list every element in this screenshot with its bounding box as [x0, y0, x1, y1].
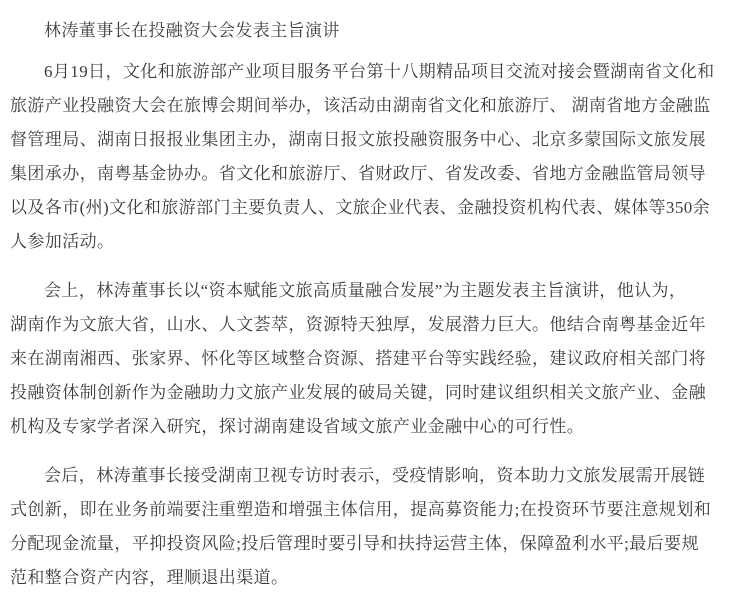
paragraph-line: 来在湖南湘西、张家界、怀化等区域整合资源、搭建平台等实践经验，建议政府相关部门将 — [10, 349, 706, 368]
paragraph-line: 投融资体制创新作为金融助力文旅产业发展的破局关键，同时建议组织相关文旅产业、金融 — [10, 383, 706, 402]
paragraph-line: 机构及专家学者深入研究，探讨湖南建设省域文旅产业金融中心的可行性。 — [10, 417, 585, 436]
paragraph-line: 分配现金流量，平抑投资风险;投后管理时要引导和扶持运营主体，保障盈利水平;最后要规 — [10, 534, 699, 553]
paragraph-line: 式创新，即在业务前端要注重塑造和增强主体信用，提高募资能力;在投资环节要注意规划和 — [10, 500, 712, 519]
paragraph-line: 6月19日，文化和旅游部产业项目服务平台第十八期精品项目交流对接会暨湖南省文化和 — [44, 62, 715, 81]
paragraph-line: 人参加活动。 — [10, 232, 115, 251]
paragraph — [10, 274, 737, 444]
paragraph — [10, 459, 737, 595]
paragraph-line: 集团承办，南粤基金协办。省文化和旅游厅、省财政厅、省发改委、省地方金融监管局领导 — [10, 164, 706, 183]
paragraph-line: 湖南作为文旅大省，山水、人文荟萃，资源特天独厚，发展潜力巨大。他结合南粤基金近年 — [10, 315, 706, 334]
article-title: 林涛董事长在投融资大会发表主旨演讲 — [44, 21, 340, 40]
paragraph — [10, 55, 737, 259]
paragraph-line: 范和整合资产内容，理顺退出渠道。 — [10, 568, 289, 587]
paragraph-line: 督管理局、湖南日报报业集团主办，湖南日报文旅投融资服务中心、北京多蒙国际文旅发展 — [10, 130, 706, 149]
paragraph-line: 以及各市(州)文化和旅游部门主要负责人、文旅企业代表、金融投资机构代表、媒体等350余 — [10, 198, 711, 217]
paragraph-line: 旅游产业投融资大会在旅博会期间举办，该活动由湖南省文化和旅游厅、 湖南省地方金融监 — [10, 96, 711, 115]
paragraph-line: 会后，林涛董事长接受湖南卫视专访时表示，受疫情影响，资本助力文旅发展需开展链 — [44, 466, 706, 485]
paragraph-line: 会上，林涛董事长以“资本赋能文旅高质量融合发展”为主题发表主旨演讲，他认为， — [44, 281, 687, 300]
